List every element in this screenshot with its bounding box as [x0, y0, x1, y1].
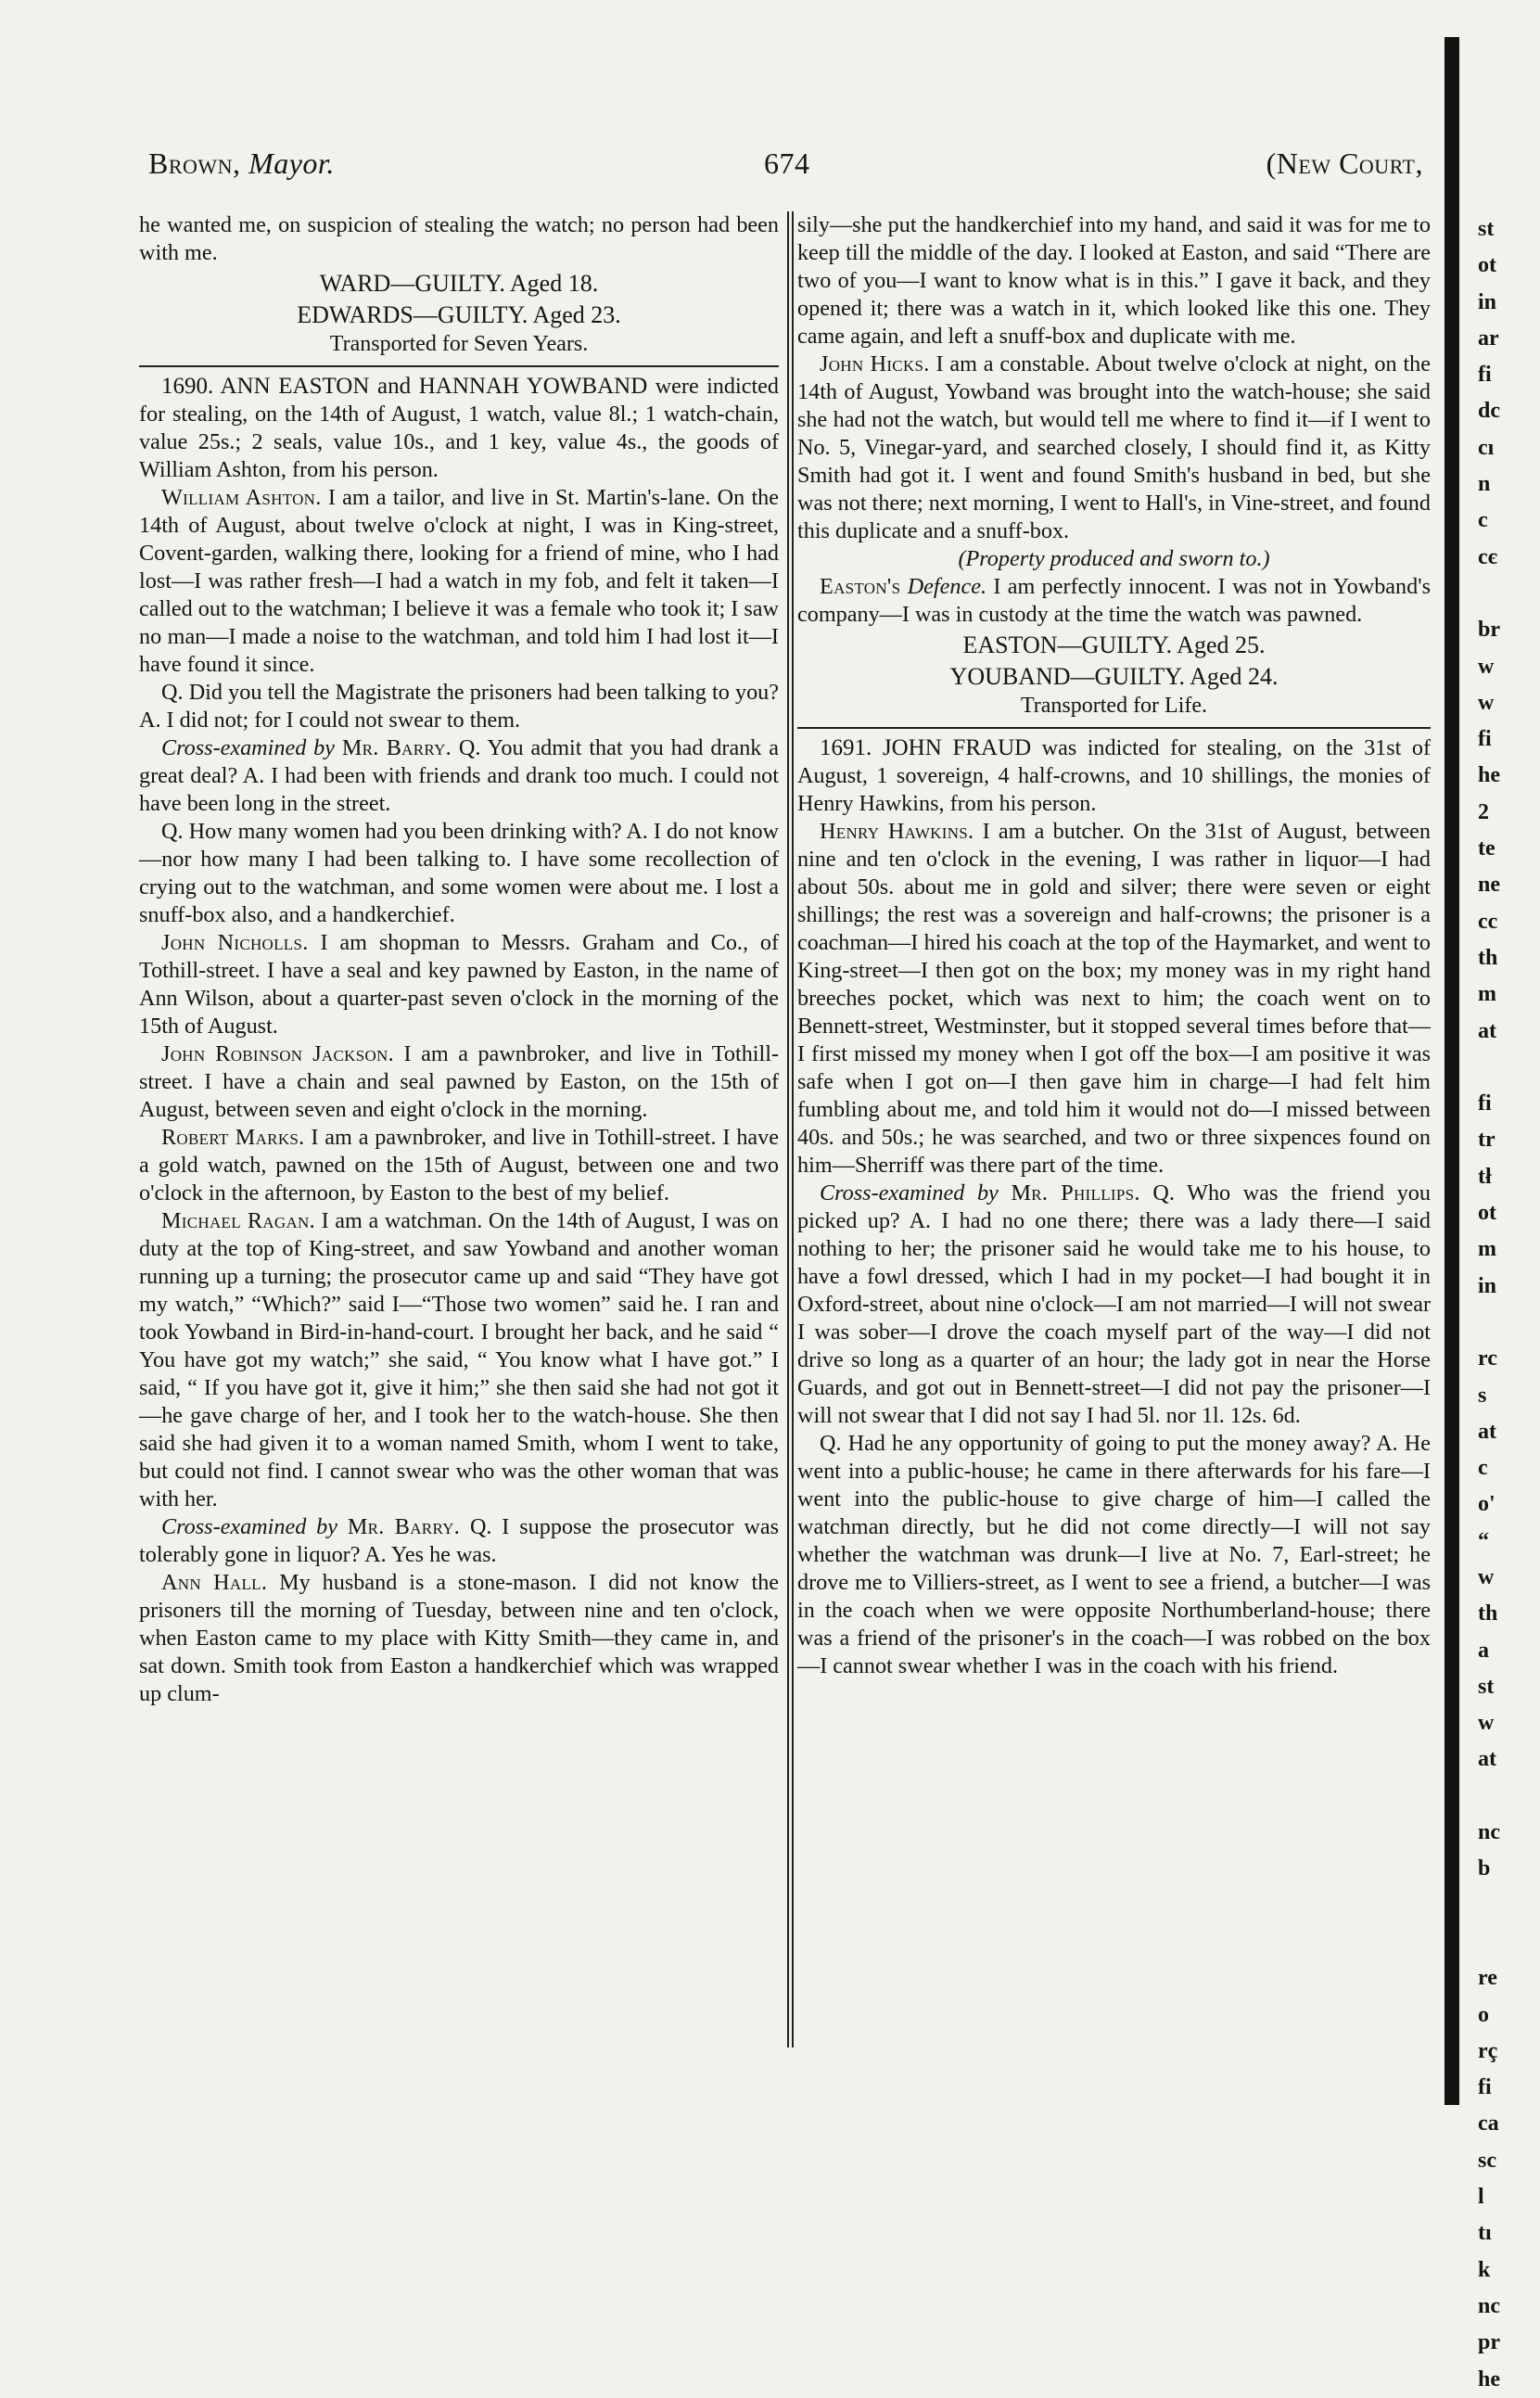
paragraph: Q. Had he any opportunity of going to put the money away? A. He went into a public-house; he came in there afterwards for his fare—I went into the public-house to give charge of him—I called the watchman directly, but he did not come directly—I will not say whether the watchman was drunk—I live at No. 7, Earl-street; he drove me to Villiers-street, as I went to see a friend, a butcher—I was in the coach when we were opposite Northumberland-house; there was a friend of the prisoner's in the coach—I was robbed on the box—I cannot swear whether I was in the coach with his friend. — [797, 1431, 1431, 1678]
margin-fragment: fi — [1478, 363, 1492, 388]
defence-label: Defence. — [907, 574, 986, 599]
margin-fragment: th — [1478, 1601, 1498, 1626]
margin-fragment: ar — [1478, 325, 1499, 351]
margin-fragment: o — [1478, 2002, 1489, 2027]
margin-fragment: s — [1478, 1383, 1487, 1408]
paragraph: Q. How many women had you been drinking with? A. I do not know—nor how many I had been talking to. I have some recollection of crying out to the watchman, and some women were about me. I lost a snuff-box also, and a handkerchief. — [139, 819, 779, 927]
right-column — [797, 211, 1431, 2029]
testimony — [797, 818, 1431, 1180]
margin-fragment: rç — [1478, 2038, 1498, 2063]
margin-fragment: cı — [1478, 435, 1495, 460]
testimony — [139, 1124, 779, 1207]
column-divider — [787, 211, 794, 2047]
cross-examination — [139, 1513, 779, 1569]
witness-name: John Nicholls. — [161, 930, 309, 955]
margin-fragment: 2 — [1478, 799, 1489, 824]
margin-fragment: at — [1478, 1018, 1496, 1043]
cross-label: Cross-examined by — [820, 1180, 999, 1205]
page-edge-shadow — [1445, 37, 1459, 2105]
cross-label: Cross-examined by — [161, 1514, 337, 1539]
margin-fragment: at — [1478, 1747, 1496, 1772]
property-note: (Property produced and sworn to.) — [958, 546, 1270, 571]
counsel-name: Mr. Barry. — [341, 735, 452, 760]
cross-label: Cross-examined by — [161, 735, 335, 760]
next-page-margin-fragments — [1478, 211, 1534, 2392]
margin-fragment: fi — [1478, 2075, 1492, 2100]
testimony-text: I am a pawnbroker, and live in Tothill-street. I have a gold watch, pawned on the 15th of August, between one and two o'clock in the afternoon, by Easton to the best of my belief. — [139, 1125, 779, 1205]
margin-fragment: c — [1478, 508, 1488, 533]
margin-fragment: rc — [1478, 1346, 1497, 1371]
case-title: 1691. JOHN FRAUD — [820, 735, 1032, 760]
margin-fragment: w — [1478, 690, 1495, 715]
paragraph: sily—she put the handkerchief into my hand, and said it was for me to keep till the middle of the day. I looked at Easton, and said “There are two of you—I want to know what is in this.” I gave it back, and they opened it; there was a watch in it, which looked like this one. They came again, and left a snuff-box and duplicate with me. — [797, 212, 1431, 349]
margin-fragment — [1478, 1050, 1534, 1086]
testimony-text: I am a watchman. On the 14th of August, I was on duty at the top of King-street, and saw Yowband and another woman running up a turning; the prosecutor came up and said “They have got my watch,” “Which?” said I—“Those two women” said he. I ran and took Yowband in Bird-in-hand-court. I brought her back, and he said “ You have got my watch;” she said, “ You know what I have got.” I said, “ If you have got it, give it him;” she then said she had not got it—he gave charge of her, and I took her to the watch-house. She then said she had given it to a woman named Smith, whom I went to take, but could not find. I cannot swear who was the other woman that was with her. — [139, 1208, 780, 1512]
defence — [797, 573, 1431, 629]
margin-fragment: nc — [1478, 2293, 1500, 2318]
case-heading — [139, 373, 779, 484]
margin-fragment: sc — [1478, 2148, 1496, 2173]
margin-fragment: th — [1478, 945, 1498, 970]
margin-fragment: ot — [1478, 1201, 1496, 1226]
witness-name: Robert Marks. — [161, 1125, 305, 1150]
testimony-text: I am a butcher. On the 31st of August, between nine and ten o'clock in the evening, I was rather in liquor—I had about 50s. about me in gold and silver; there were seven or eight shillings; the rest was a sovereign and half-crowns; the prisoner is a coachman—I hired his coach at the top of the Haymarket, and went to King-street—I then got on the box; my money was in my right hand breeches pocket, which was next to him; the coach went on to Bennett-street, Westminster, but it stopped several times before that—I first missed my money when I got off the box—I am positive it was safe when I got on—I then gave him in charge—I had felt him fumbling about me, and told him it would not do—I missed between 40s. and 50s.; he was searched, and two or three sixpences found on him—Sherriff was there part of the time. — [797, 819, 1432, 1178]
margin-fragment: c — [1478, 1456, 1488, 1481]
witness-name: Ann Hall. — [161, 1570, 268, 1595]
sentence: Transported for Seven Years. — [329, 332, 589, 356]
margin-fragment: pr — [1478, 2330, 1500, 2355]
margin-fragment: tł — [1478, 1164, 1492, 1189]
case-indictment: were indicted for stealing, on the 14th of August, 1 watch, value 8l.; 1 watch-chain, value 25s.; 2 seals, value 10s., and 1 key, value 4s., the goods of William Ashton, from his person. — [139, 374, 779, 482]
testimony-text: I am a pawnbroker, and live in Tothill-street. I have a chain and seal pawned by Easton, on the 15th of August, between seven and eight o'clock in the morning. — [139, 1041, 780, 1122]
margin-fragment: in — [1478, 289, 1497, 314]
verdict: EDWARDS—GUILTY. Aged 23. — [297, 301, 621, 328]
margin-fragment: nc — [1478, 1820, 1500, 1845]
verdict: YOUBAND—GUILTY. Aged 24. — [949, 663, 1279, 690]
testimony — [139, 1569, 779, 1708]
left-column — [139, 211, 779, 2029]
mayor-name: Brown, — [148, 147, 241, 180]
margin-fragment: fi — [1478, 727, 1492, 752]
margin-fragment: ne — [1478, 873, 1500, 898]
defendant-name: Easton's — [820, 574, 901, 599]
margin-fragment — [1478, 1779, 1534, 1815]
case-divider — [797, 727, 1431, 729]
margin-fragment — [1478, 1924, 1534, 1960]
margin-fragment: b — [1478, 1856, 1491, 1881]
testimony-text: I am shopman to Messrs. Graham and Co., of Tothill-street. I have a seal and key pawned by Easton, in the name of Ann Wilson, about a quarter-past seven o'clock in the morning of the 15th of August. — [139, 930, 780, 1039]
margin-fragment: dc — [1478, 399, 1500, 424]
mayor-title: Mayor. — [248, 147, 335, 180]
testimony-text: Q. You admit that you had drank a great deal? A. I had been with friends and drank too much. I could not have been long in the street. — [139, 735, 779, 816]
paragraph: he wanted me, on suspicion of stealing the watch; no person had been with me. — [139, 212, 779, 265]
margin-fragment: “ — [1478, 1528, 1489, 1553]
margin-fragment: o' — [1478, 1492, 1495, 1517]
testimony — [139, 1207, 779, 1513]
verdict: WARD—GUILTY. Aged 18. — [319, 270, 599, 297]
witness-name: Michael Ragan. — [161, 1208, 315, 1233]
margin-fragment: in — [1478, 1273, 1497, 1298]
margin-fragment: st — [1478, 217, 1495, 241]
page-number: 674 — [764, 147, 810, 180]
testimony-text: Q. I suppose the prosecutor was tolerably gone in liquor? A. Yes he was. — [139, 1514, 779, 1567]
case-heading — [797, 734, 1431, 818]
margin-fragment: w — [1478, 1564, 1495, 1589]
cross-examination — [797, 1180, 1431, 1430]
margin-fragment: l — [1478, 2185, 1484, 2210]
testimony — [139, 929, 779, 1040]
witness-name: Henry Hawkins. — [820, 819, 974, 844]
margin-fragment: a — [1478, 1638, 1489, 1663]
margin-fragment: te — [1478, 836, 1495, 861]
testimony-text: I am a tailor, and live in St. Martin's-lane. On the 14th of August, about twelve o'clock at night, I was in King-street, Covent-garden, walking there, looking for a friend of mine, who I had lost—I was rather fresh—I had a watch in my fob, and felt it taken—I called out to the watchman; I believe it was a female who took it; I saw no man—I made a noise to the watchman, and told him I had lost it—I have found it since. — [139, 485, 779, 677]
counsel-name: Mr. Phillips. — [1011, 1180, 1140, 1205]
witness-name: William Ashton. — [161, 485, 322, 510]
testimony — [139, 484, 779, 679]
defence-text: I am perfectly innocent. I was not in Yowband's company—I was in custody at the time the watch was pawned. — [797, 574, 1431, 627]
testimony-text: My husband is a stone-mason. I did not know the prisoners till the morning of Tuesday, between nine and ten o'clock, when Easton came to my place with Kitty Smith—they came in, and sat down. Smith took from Easton a handkerchief which was wrapped up clum- — [139, 1570, 780, 1706]
margin-fragment: cє — [1478, 544, 1498, 569]
margin-fragment: at — [1478, 1419, 1496, 1444]
margin-fragment — [1478, 1305, 1534, 1341]
counsel-name: Mr. Barry. — [347, 1514, 461, 1539]
testimony — [139, 1040, 779, 1124]
margin-fragment: tı — [1478, 2221, 1492, 2246]
margin-fragment: he — [1478, 2366, 1500, 2392]
paragraph: Q. Did you tell the Magistrate the prisoners had been talking to you? A. I did not; for I could not swear to them. — [139, 680, 779, 733]
sentence: Transported for Life. — [1020, 694, 1208, 718]
margin-fragment: br — [1478, 618, 1500, 643]
margin-fragment: tr — [1478, 1128, 1495, 1153]
margin-fragment: m — [1478, 1237, 1496, 1262]
margin-fragment: fi — [1478, 1091, 1492, 1116]
verdict: EASTON—GUILTY. Aged 25. — [962, 631, 1266, 658]
witness-name: John Hicks. — [820, 351, 930, 376]
margin-fragment: ca — [1478, 2111, 1499, 2137]
margin-fragment: re — [1478, 1966, 1497, 1991]
margin-fragment: ot — [1478, 253, 1496, 278]
margin-fragment: w — [1478, 1711, 1495, 1736]
case-title: 1690. ANN EASTON and HANNAH YOWBAND — [161, 374, 648, 399]
testimony — [797, 351, 1431, 545]
witness-name: John Robinson Jackson. — [161, 1041, 394, 1066]
testimony-text: I am a constable. About twelve o'clock at night, on the 14th of August, Yowband was brought into the watch-house; she said she had not the watch, but would tell me where to find it—if I went to No. 5, Vinegar-yard, and searched closely, I should find it, as Kitty Smith had got it. I went and found Smith's husband in bed, but she was not there; next morning, I went to Hall's, in Vine-street, and found this duplicate and a snuff-box. — [797, 351, 1432, 543]
margin-fragment: cc — [1478, 909, 1498, 934]
case-indictment: was indicted for stealing, on the 31st of August, 1 sovereign, 4 half-crowns, and 10 shillings, the monies of Henry Hawkins, from his person. — [797, 735, 1431, 816]
running-head-right: (New Court, — [1266, 147, 1423, 180]
margin-fragment: n — [1478, 472, 1491, 497]
margin-fragment: m — [1478, 982, 1496, 1007]
cross-examination — [139, 734, 779, 818]
testimony-text: Q. Who was the friend you picked up? A. I had no one there; there was a lady there—I said nothing to her; the prisoner said he would take me to his house, to have a fowl dressed, which I had in my pocket—I had bought it in Oxford-street, about nine o'clock—I am not married—I will not swear I was sober—I drove the coach myself part of the way—I did not drive so long as a quarter of an hour; the lady got in near the Horse Guards, and got out in Bennett-street—I did not pay the prisoner—I will not swear that I did not say I had 5l. nor 1l. 12s. 6d. — [797, 1180, 1431, 1428]
margin-fragment — [1478, 1888, 1534, 1924]
margin-fragment: k — [1478, 2257, 1491, 2282]
margin-fragment: st — [1478, 1674, 1495, 1699]
margin-fragment: w — [1478, 654, 1495, 679]
running-head-left — [148, 147, 335, 181]
page-header — [148, 147, 1423, 187]
case-divider — [139, 365, 779, 367]
margin-fragment — [1478, 576, 1534, 612]
margin-fragment: he — [1478, 763, 1500, 788]
